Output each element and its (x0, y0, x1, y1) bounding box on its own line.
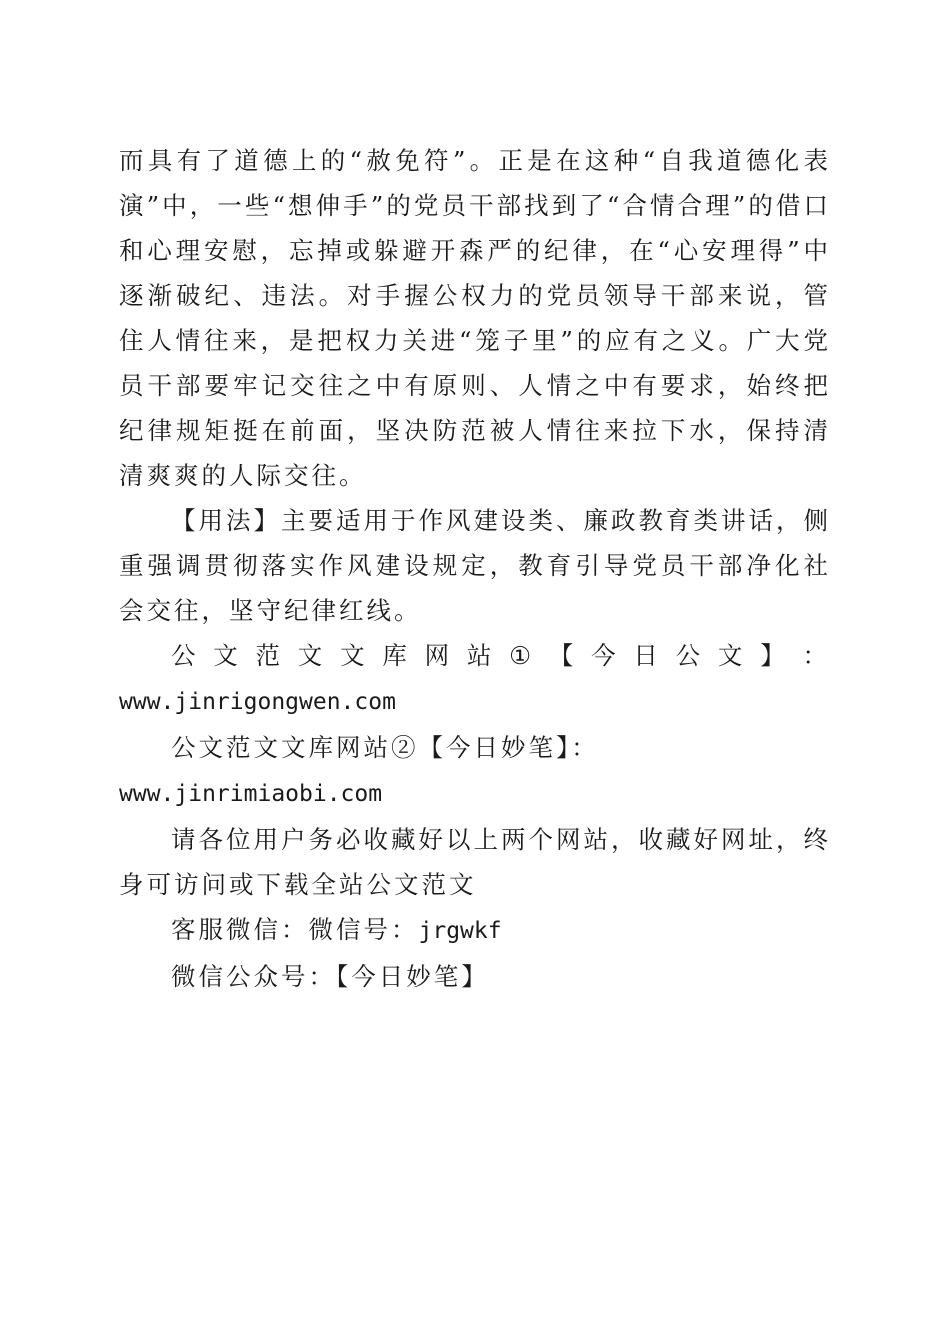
site1-char: 文 (717, 641, 743, 670)
site2-label: 公文范文文库网站②【今日妙笔】： (171, 733, 599, 762)
site1-url[interactable] (119, 678, 831, 725)
site1-char: ① (509, 641, 532, 670)
site1-char: 日 (633, 641, 658, 670)
site1-char: 文 (213, 641, 238, 670)
reminder-paragraph: 请各位用户务必收藏好以上两个网站，收藏好网址，终身可访问或下载全站公文范文 (119, 825, 831, 899)
site1-char: 公 (171, 641, 196, 670)
service-id: jrgwkf (418, 918, 502, 944)
service-label: 客服微信：微信号： (171, 915, 419, 944)
public-account-line: 微信公众号：【今日妙笔】 (171, 962, 489, 991)
site2-line (119, 725, 831, 817)
site1-char: ： (802, 641, 827, 670)
usage-paragraph: 【用法】主要适用于作风建设类、廉政教育类讲话，侧重强调贯彻落实作风建设规定，教育引导党员干部净化社会交往，坚守纪律红线。 (119, 506, 831, 625)
site1-char: 】 (760, 641, 785, 670)
body-paragraph: 而具有了道德上的“赦免符”。正是在这种“自我道德化表演”中，一些“想伸手”的党员干部找到了“合情合理”的借口和心理安慰，忘掉或躲避开森严的纪律，在“心安理得”中逐渐破纪、违法。对手握公权力的党员领导干部来说，管住人情往来，是把权力关进“笼子里”的应有之义。广大党员干部要牢记交往之中有原则、人情之中有要求，始终把纪律规矩挺在前面，坚决防范被人情往来拉下水，保持清清爽爽的人际交往。 (119, 146, 831, 490)
site1-char: 库 (382, 641, 407, 670)
site2-url[interactable]: www.jinrimiaobi.com (119, 781, 383, 807)
document-body (119, 138, 831, 999)
site1-char: 网 (424, 641, 450, 670)
site1-char: 站 (466, 641, 492, 670)
site1-char: 文 (297, 641, 323, 670)
site1-label (119, 633, 831, 678)
site1-char: 范 (255, 641, 281, 670)
site1-char: 公 (675, 641, 701, 670)
site1-url-text[interactable]: www.jinrigongwen.com (119, 689, 396, 715)
site1-char: 文 (340, 641, 365, 670)
site1-char: 【 (548, 641, 574, 670)
service-line (119, 907, 831, 954)
site1-char: 今 (591, 641, 616, 670)
